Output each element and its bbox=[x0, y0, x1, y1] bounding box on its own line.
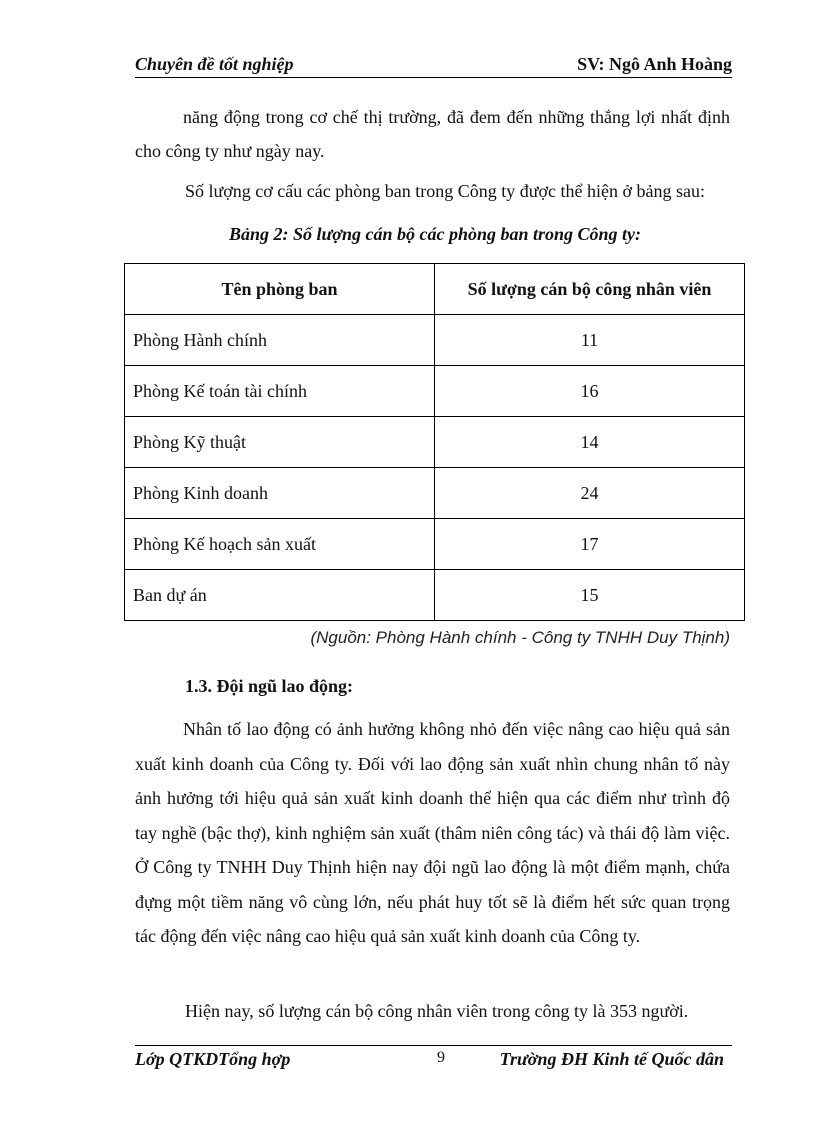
paragraph-intro-text: năng động trong cơ chế thị trường, đã đem đến những thắng lợi nhất định cho công ty như ngày nay. bbox=[135, 107, 730, 161]
table-row bbox=[125, 366, 745, 417]
department-name: Phòng Kế hoạch sản xuất bbox=[125, 519, 435, 570]
table-row bbox=[125, 468, 745, 519]
page-header bbox=[135, 50, 732, 78]
table-header-row bbox=[125, 264, 745, 315]
table-caption: Bảng 2: Số lượng cán bộ các phòng ban trong Công ty: bbox=[228, 224, 641, 244]
staff-count: 14 bbox=[435, 417, 745, 468]
department-name: Ban dự án bbox=[125, 570, 435, 621]
table-row bbox=[125, 315, 745, 366]
table-row bbox=[125, 570, 745, 621]
staff-count: 15 bbox=[435, 570, 745, 621]
page-number: 9 bbox=[437, 1049, 445, 1066]
department-name: Phòng Kinh doanh bbox=[125, 468, 435, 519]
department-name: Phòng Kỹ thuật bbox=[125, 417, 435, 468]
paragraph-labor bbox=[135, 712, 730, 954]
department-name: Phòng Hành chính bbox=[125, 315, 435, 366]
staff-count: 17 bbox=[435, 519, 745, 570]
header-author: SV: Ngô Anh Hoàng bbox=[577, 54, 732, 74]
header-title: Chuyên đề tốt nghiệp bbox=[135, 54, 294, 74]
footer-university: Trường ĐH Kinh tế Quốc dân bbox=[499, 1049, 724, 1069]
staff-count: 24 bbox=[435, 468, 745, 519]
column-header-staff-count: Số lượng cán bộ công nhân viên bbox=[435, 264, 745, 315]
table-row bbox=[125, 417, 745, 468]
table-row bbox=[125, 519, 745, 570]
paragraph-intro bbox=[135, 100, 730, 168]
staff-count: 16 bbox=[435, 366, 745, 417]
staff-count: 11 bbox=[435, 315, 745, 366]
paragraph-headcount: Hiện nay, số lượng cán bộ công nhân viên trong công ty là 353 người. bbox=[185, 1001, 689, 1021]
footer-class: Lớp QTKDTổng hợp bbox=[135, 1049, 291, 1069]
department-name: Phòng Kế toán tài chính bbox=[125, 366, 435, 417]
department-table bbox=[124, 263, 745, 621]
column-header-department: Tên phòng ban bbox=[125, 264, 435, 315]
table-source-note: (Nguồn: Phòng Hành chính - Công ty TNHH Duy Thịnh) bbox=[310, 628, 730, 647]
section-heading: 1.3. Đội ngũ lao động: bbox=[185, 676, 354, 696]
footer-divider bbox=[135, 1045, 732, 1046]
paragraph-table-intro: Số lượng cơ cấu các phòng ban trong Công ty được thể hiện ở bảng sau: bbox=[185, 181, 705, 201]
paragraph-labor-text: Nhân tố lao động có ảnh hưởng không nhỏ đến việc nâng cao hiệu quả sản xuất kinh doanh của Công ty. Đối với lao động sản xuất nhìn chung nhân tố này ảnh hưởng tới hiệu quả sản xuất kinh doanh thể hiện qua các điểm như trình độ tay nghề (bậc thợ), kinh nghiệm sản xuất (thâm niên công tác) và thái độ làm việc. Ở Công ty TNHH Duy Thịnh hiện nay đội ngũ lao động là một điểm mạnh, chứa đựng một tiềm năng vô cùng lớn, nếu phát huy tốt sẽ là điểm hết sức quan trọng tác động đến việc nâng cao hiệu quả sản xuất kinh doanh của Công ty. bbox=[135, 719, 730, 946]
